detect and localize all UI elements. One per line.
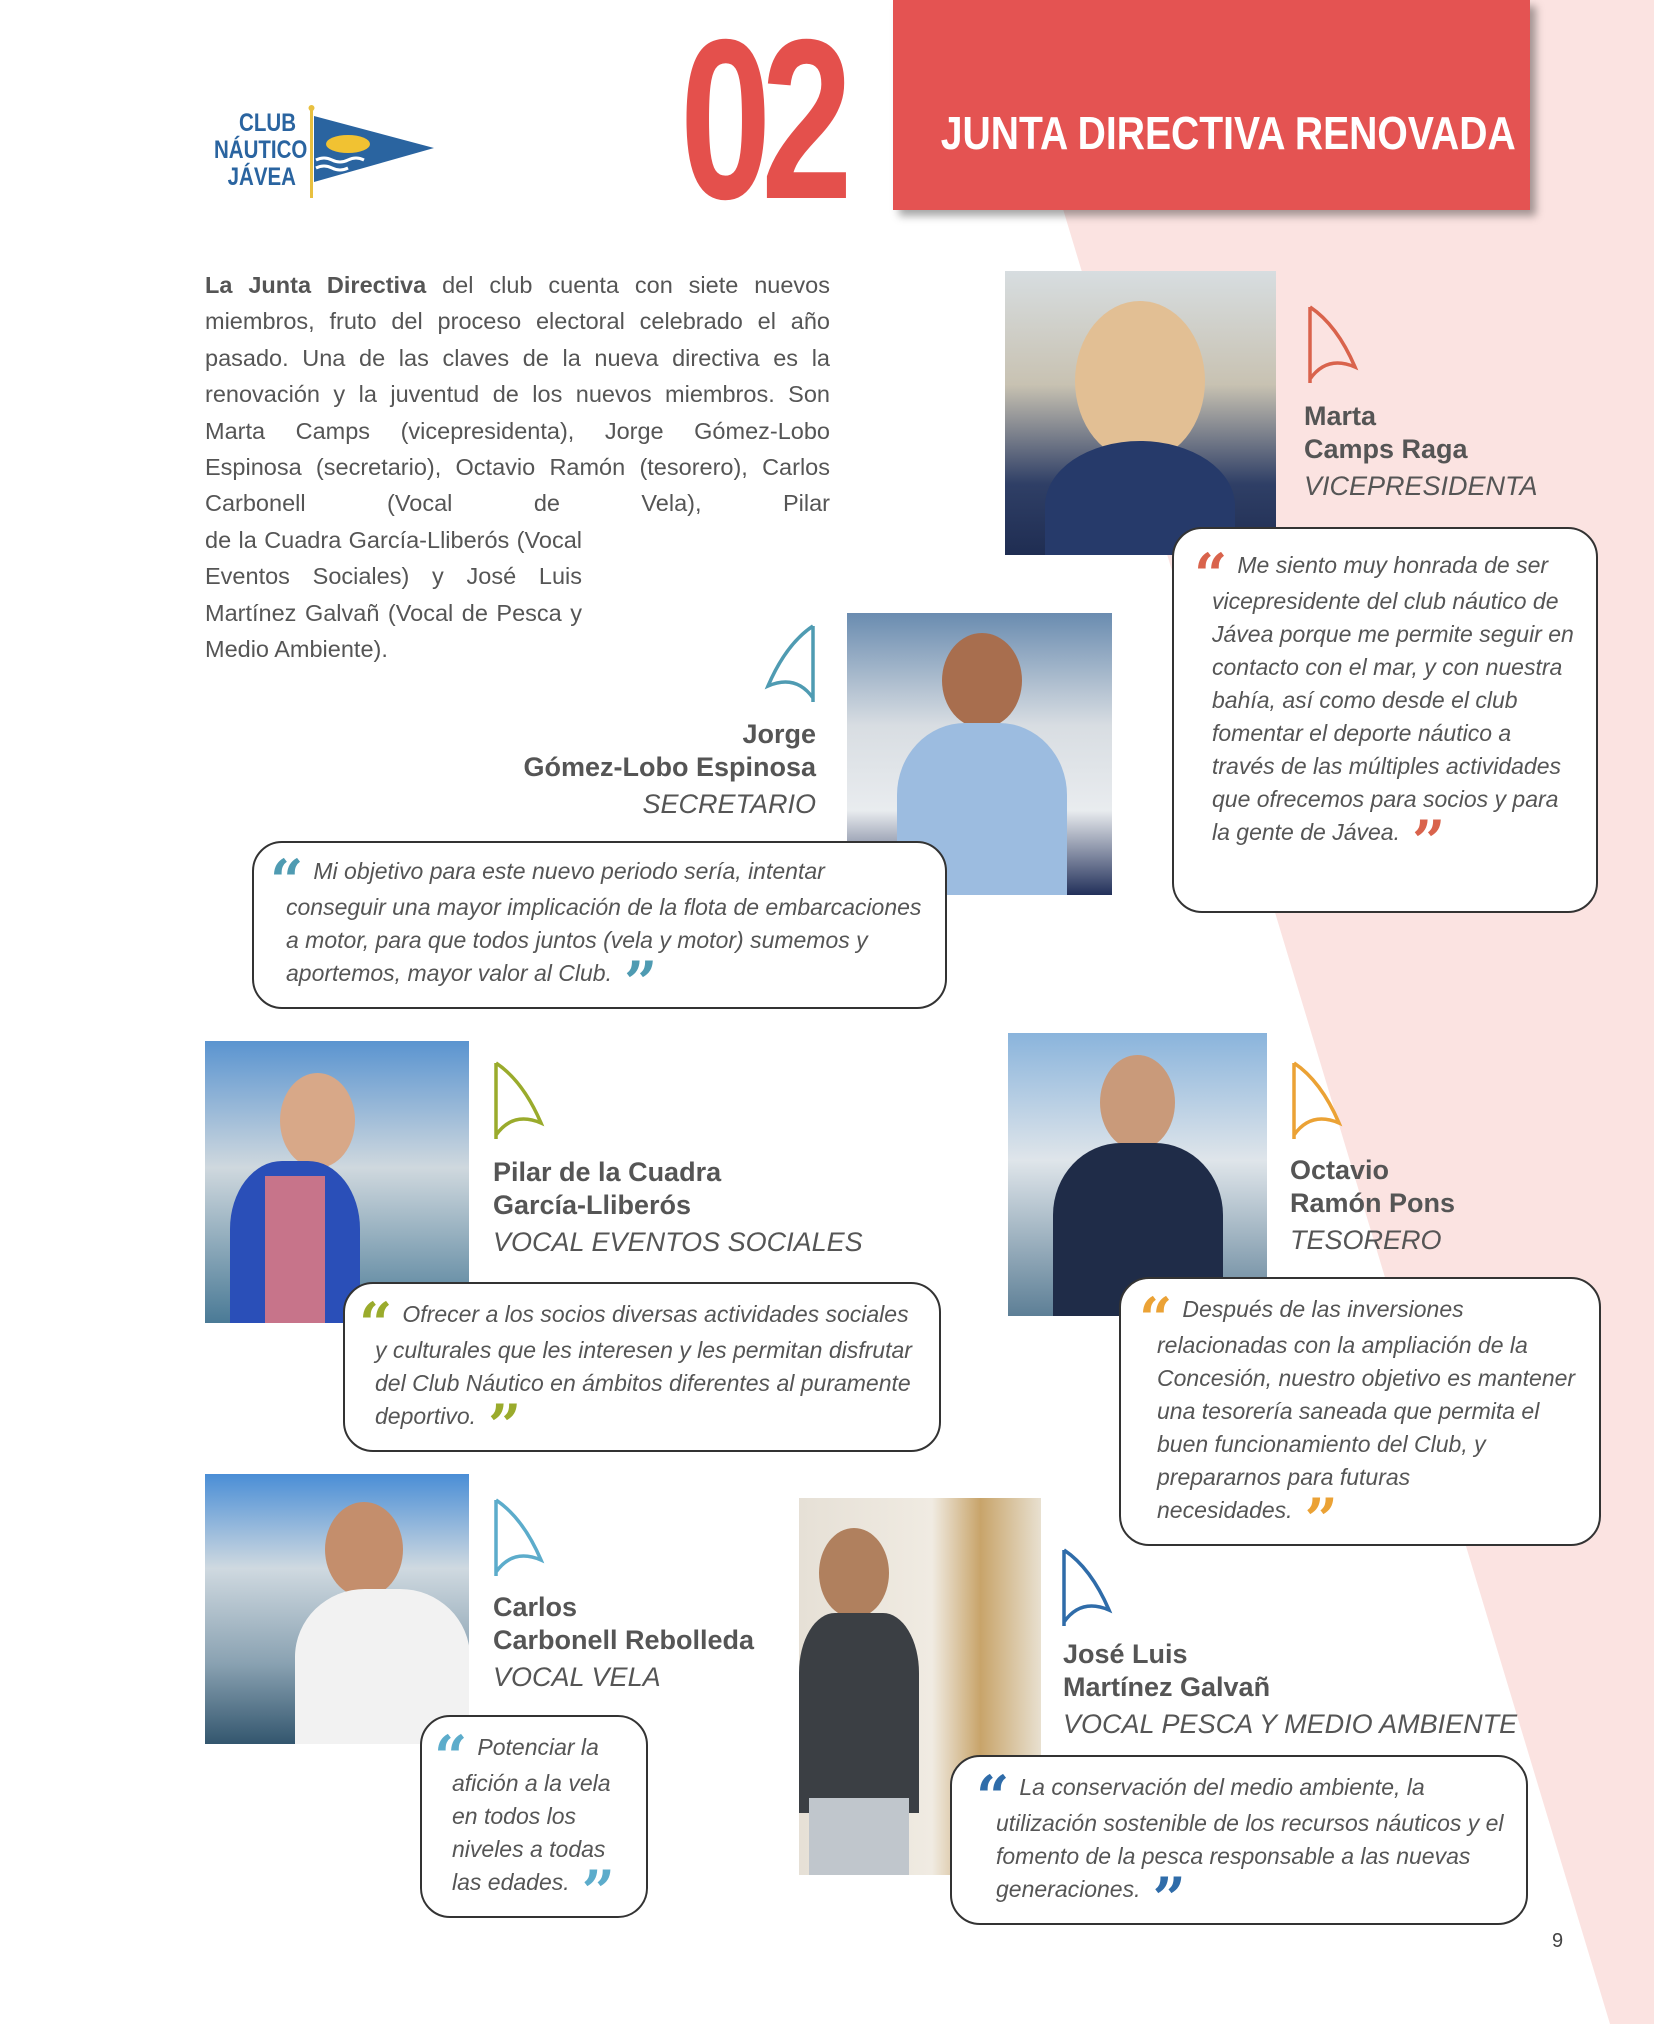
sail-icon <box>1307 305 1359 385</box>
member-role: VOCAL PESCA Y MEDIO AMBIENTE <box>1063 1709 1518 1739</box>
member-last-name: Camps Raga <box>1304 434 1468 464</box>
close-quote-icon: ” <box>488 1392 522 1460</box>
photo-marta <box>1005 271 1276 555</box>
logo-line: NÁUTICO <box>214 136 308 164</box>
sail-icon <box>493 1498 545 1578</box>
intro-paragraph <box>205 267 830 667</box>
photo-carlos <box>205 1474 469 1744</box>
sail-icon <box>1291 1061 1343 1141</box>
member-last-name: Ramón Pons <box>1290 1188 1456 1218</box>
page-number: 9 <box>1552 1930 1564 1952</box>
member-jorge <box>400 718 816 824</box>
quote-text: Mi objetivo para este nuevo periodo sería, intentar conseguir una mayor implicación de la flota de embarcaciones a motor, para que todos juntos (vela y motor) sumemos y aportemos, mayor valor al Club. <box>286 858 922 986</box>
member-last-name: Gómez-Lobo Espinosa <box>523 752 816 782</box>
open-quote-icon: “ <box>359 1290 393 1358</box>
member-first-name: Octavio <box>1290 1155 1390 1185</box>
member-last-name: Carbonell Rebolleda <box>493 1625 755 1655</box>
quote-box-jose-luis <box>950 1755 1528 1933</box>
sail-icon <box>493 1061 545 1141</box>
member-first-name: Jorge <box>742 719 816 749</box>
quote-text: Después de las inversiones relacionadas con la ampliación de la Concesión, nuestro objetivo es mantener una tesorería saneada que permita el buen funcionamiento del Club, y prepararnos para futuras necesidades. <box>1157 1296 1576 1523</box>
open-quote-icon: “ <box>270 847 304 915</box>
club-logo <box>196 108 436 198</box>
member-marta <box>1304 400 1538 506</box>
close-quote-icon: ” <box>1152 1865 1186 1933</box>
member-role: TESORERO <box>1290 1225 1442 1255</box>
intro-bold: La Junta Directiva <box>205 272 427 298</box>
photo-pilar <box>205 1041 469 1323</box>
close-quote-icon: ” <box>1411 808 1446 876</box>
member-jose-luis <box>1063 1638 1517 1744</box>
logo-line: JÁVEA <box>227 163 296 191</box>
sail-icon <box>1061 1548 1113 1628</box>
quote-text: Ofrecer a los socios diversas actividades sociales y culturales que les interesen y les permitan disfrutar del Club Náutico en ámbitos diferentes al puramente deportivo. <box>375 1301 912 1429</box>
member-role: VOCAL VELA <box>493 1662 661 1692</box>
section-title: JUNTA DIRECTIVA RENOVADA <box>940 107 1516 159</box>
section-title-banner <box>893 0 1530 210</box>
member-role: VOCAL EVENTOS SOCIALES <box>493 1227 863 1257</box>
section-number: 02 <box>680 0 843 247</box>
member-role: VICEPRESIDENTA <box>1304 471 1538 501</box>
close-quote-icon: ” <box>1304 1486 1338 1554</box>
quote-box-octavio <box>1119 1277 1601 1554</box>
close-quote-icon: ” <box>581 1858 616 1926</box>
member-last-name: García-Lliberós <box>493 1190 692 1220</box>
member-role: SECRETARIO <box>642 789 816 819</box>
open-quote-icon: “ <box>1139 1285 1173 1353</box>
member-octavio <box>1290 1154 1455 1260</box>
quote-box-jorge <box>252 841 947 1017</box>
member-pilar <box>493 1156 863 1262</box>
quote-text: La conservación del medio ambiente, la utilización sostenible de los recursos náuticos y el fomento de la pesca responsable a las nuevas generaciones. <box>996 1774 1504 1902</box>
pennant-flag-icon <box>308 104 436 200</box>
member-first-name: Carlos <box>493 1592 578 1622</box>
intro-text: del club cuenta con siete nuevos miembros, fruto del proceso electoral celebrado el año pasado. Una de las claves de la nueva directiva es la renovación y la juventud de los nuevos miembros. Son Marta Camps (vicepresidenta), Jorge Gómez-Lobo Espinosa (secretario), Octavio Ramón (tesorero), Carlos Carbonell (Vocal de Vela), Pilar <box>205 272 830 517</box>
intro-paragraph-start <box>205 267 830 522</box>
open-quote-icon: “ <box>434 1723 468 1791</box>
member-carlos <box>493 1591 754 1697</box>
photo-octavio <box>1008 1033 1267 1316</box>
quote-box-pilar <box>343 1282 941 1460</box>
quote-box-marta <box>1172 527 1598 913</box>
quote-box-carlos <box>420 1715 648 1926</box>
member-last-name: Martínez Galvañ <box>1063 1672 1271 1702</box>
member-first-name: Pilar de la Cuadra <box>493 1157 722 1187</box>
quote-text: Potenciar la afición a la vela en todos los niveles a todas las edades. <box>452 1734 611 1895</box>
intro-paragraph-end: de la Cuadra García-Lliberós (Vocal Eventos Sociales) y José Luis Martínez Galvañ (Vocal de Pesca y Medio Ambiente). <box>205 526 582 663</box>
open-quote-icon: “ <box>1194 541 1228 609</box>
sail-icon <box>764 624 816 704</box>
quote-text: Me siento muy honrada de ser vicepresidente del club náutico de Jávea porque me permite seguir en contacto con el mar, y con nuestra bahía, así como desde el club fomentar el deporte náutico a través de las múltiples actividades que ofrecemos para socios y para la gente de Jávea. <box>1212 552 1574 845</box>
member-first-name: José Luis <box>1063 1639 1188 1669</box>
logo-line: CLUB <box>239 109 296 137</box>
member-first-name: Marta <box>1304 401 1377 431</box>
open-quote-icon: “ <box>976 1763 1010 1831</box>
close-quote-icon: ” <box>623 949 658 1017</box>
